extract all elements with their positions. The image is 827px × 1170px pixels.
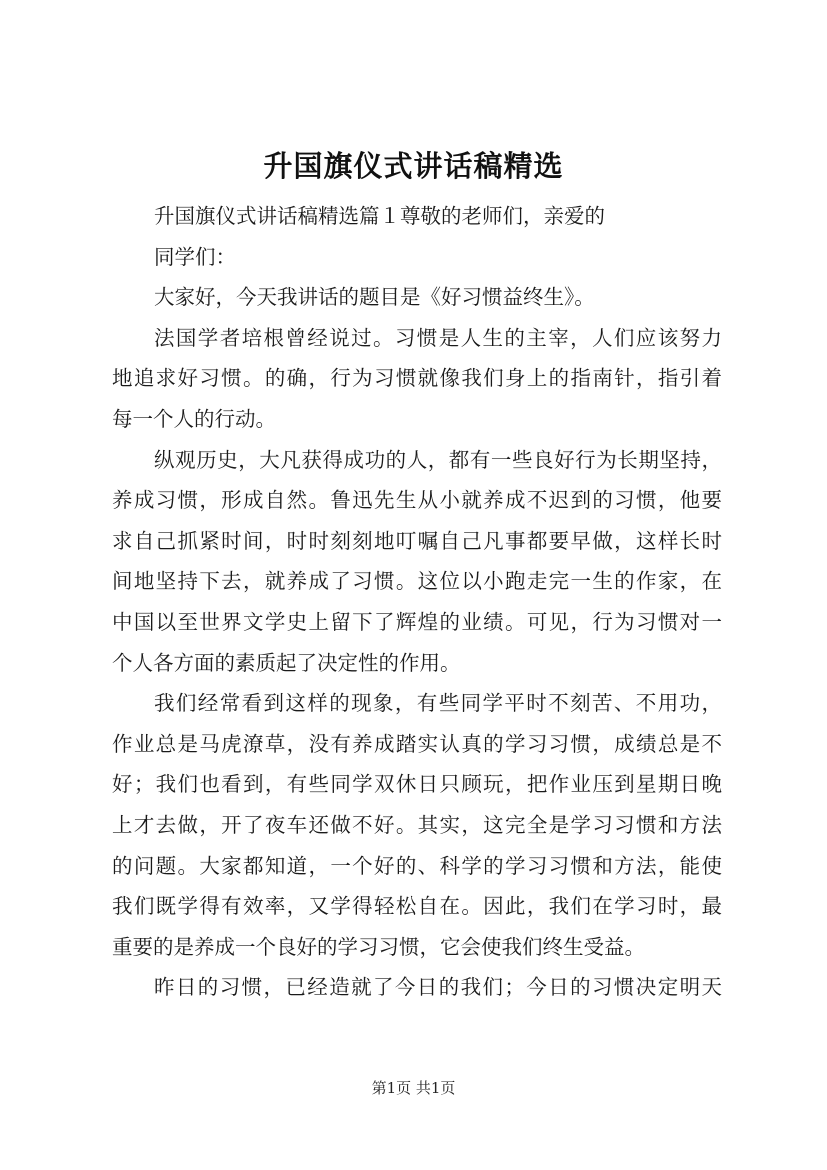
text-line: 地追求好习惯。的确，行为习惯就像我们身上的指南针，指引着 <box>112 366 722 391</box>
document-title: 升国旗仪式讲话稿精选 <box>263 149 564 183</box>
text-line: 的问题。大家都知道，一个好的、科学的学习习惯和方法，能使 <box>112 853 722 878</box>
text-line: 大家好，今天我讲话的题目是《好习惯益终生》。 <box>154 285 595 310</box>
text-line: 重要的是养成一个良好的学习习惯，它会使我们终生受益。 <box>112 934 645 959</box>
text-line: 中国以至世界文学史上留下了辉煌的业绩。可见，行为习惯对一 <box>112 609 722 634</box>
document-body <box>112 196 722 1008</box>
text-line: 求自己抓紧时间，时时刻刻地叮嘱自己凡事都要早做，这样长时 <box>112 528 722 553</box>
text-line: 我们既学得有效率，又学得轻松自在。因此，我们在学习时，最 <box>112 894 722 919</box>
text-line: 每一个人的行动。 <box>112 406 276 431</box>
text-line: 养成习惯，形成自然。鲁迅先生从小就养成不迟到的习惯，他要 <box>112 488 722 513</box>
text-line: 间地坚持下去，就养成了习惯。这位以小跑走完一生的作家，在 <box>112 569 722 594</box>
text-line: 个人各方面的素质起了决定性的作用。 <box>112 650 461 675</box>
text-line: 我们经常看到这样的现象，有些同学平时不刻苦、不用功， <box>154 691 722 716</box>
text-line: 上才去做，开了夜车还做不好。其实，这完全是学习习惯和方法 <box>112 812 722 837</box>
text-line: 法国学者培根曾经说过。习惯是人生的主宰，人们应该努力 <box>154 325 722 350</box>
text-line: 升国旗仪式讲话稿精选篇１尊敬的老师们，亲爱的 <box>154 204 605 228</box>
text-line: 同学们： <box>154 244 236 269</box>
text-line: 好；我们也看到，有些同学双休日只顾玩，把作业压到星期日晚 <box>112 772 722 797</box>
text-line: 纵观历史，大凡获得成功的人，都有一些良好行为长期坚持， <box>154 447 722 472</box>
text-line: 昨日的习惯，已经造就了今日的我们；今日的习惯决定明天 <box>154 975 722 1000</box>
text-line: 作业总是马虎潦草，没有养成踏实认真的学习习惯，成绩总是不 <box>112 731 722 756</box>
page-footer: 第1页 共1页 <box>371 1079 456 1097</box>
